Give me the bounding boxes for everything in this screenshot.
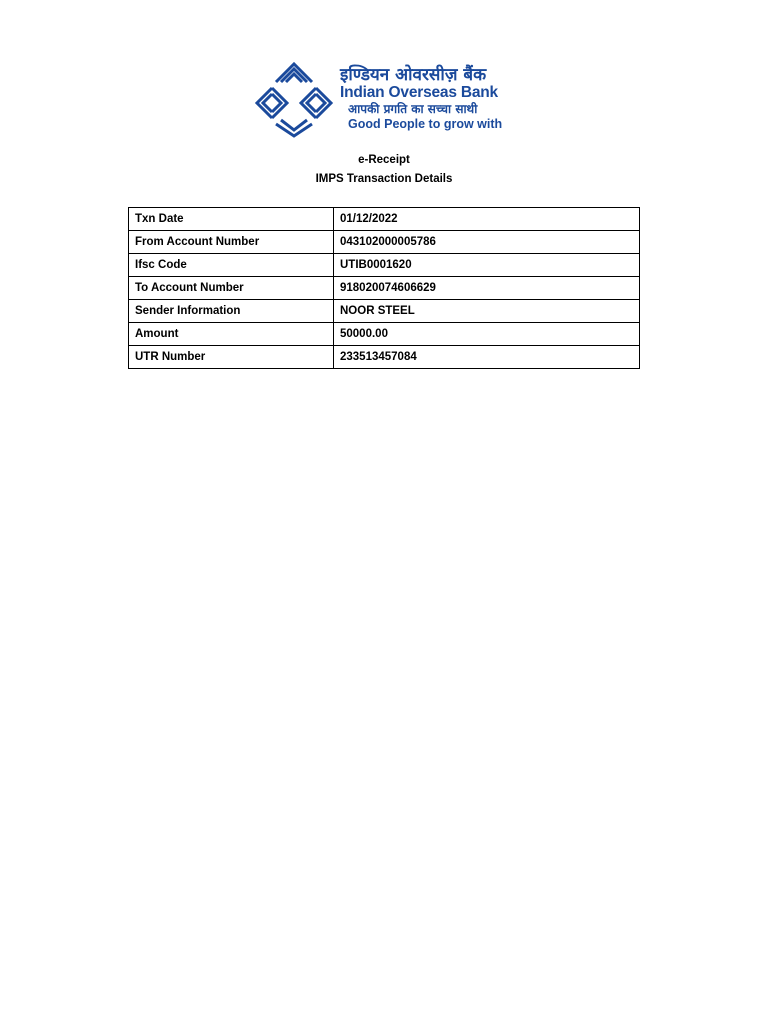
row-value: 01/12/2022 — [334, 208, 640, 231]
table-row — [129, 208, 640, 231]
row-label: Txn Date — [129, 208, 334, 231]
bank-tagline-english: Good People to grow with — [348, 117, 503, 131]
row-value: 233513457084 — [334, 346, 640, 369]
receipt-title: e-Receipt — [358, 154, 410, 166]
row-value: 043102000005786 — [334, 231, 640, 254]
row-label: UTR Number — [129, 346, 334, 369]
table-row — [129, 346, 640, 369]
bank-name-hindi: इण्डियन ओवरसीज़ बैंक — [340, 65, 487, 85]
table-row — [129, 323, 640, 346]
bank-tagline-hindi: आपकी प्रगति का सच्चा साथी — [348, 102, 478, 116]
table-row — [129, 254, 640, 277]
row-label: From Account Number — [129, 231, 334, 254]
row-label: Sender Information — [129, 300, 334, 323]
receipt-subtitle: IMPS Transaction Details — [315, 173, 453, 185]
table-row — [129, 277, 640, 300]
row-value: 50000.00 — [334, 323, 640, 346]
row-value: NOOR STEEL — [334, 300, 640, 323]
row-value: UTIB0001620 — [334, 254, 640, 277]
transaction-details-table — [128, 207, 640, 369]
table-row — [129, 300, 640, 323]
row-value: 918020074606629 — [334, 277, 640, 300]
row-label: To Account Number — [129, 277, 334, 300]
row-label: Amount — [129, 323, 334, 346]
bank-name-block — [340, 66, 510, 132]
row-label: Ifsc Code — [129, 254, 334, 277]
bank-emblem-icon — [252, 58, 336, 140]
table-row — [129, 231, 640, 254]
bank-name-english: Indian Overseas Bank — [340, 84, 498, 101]
bank-logo — [252, 58, 512, 140]
